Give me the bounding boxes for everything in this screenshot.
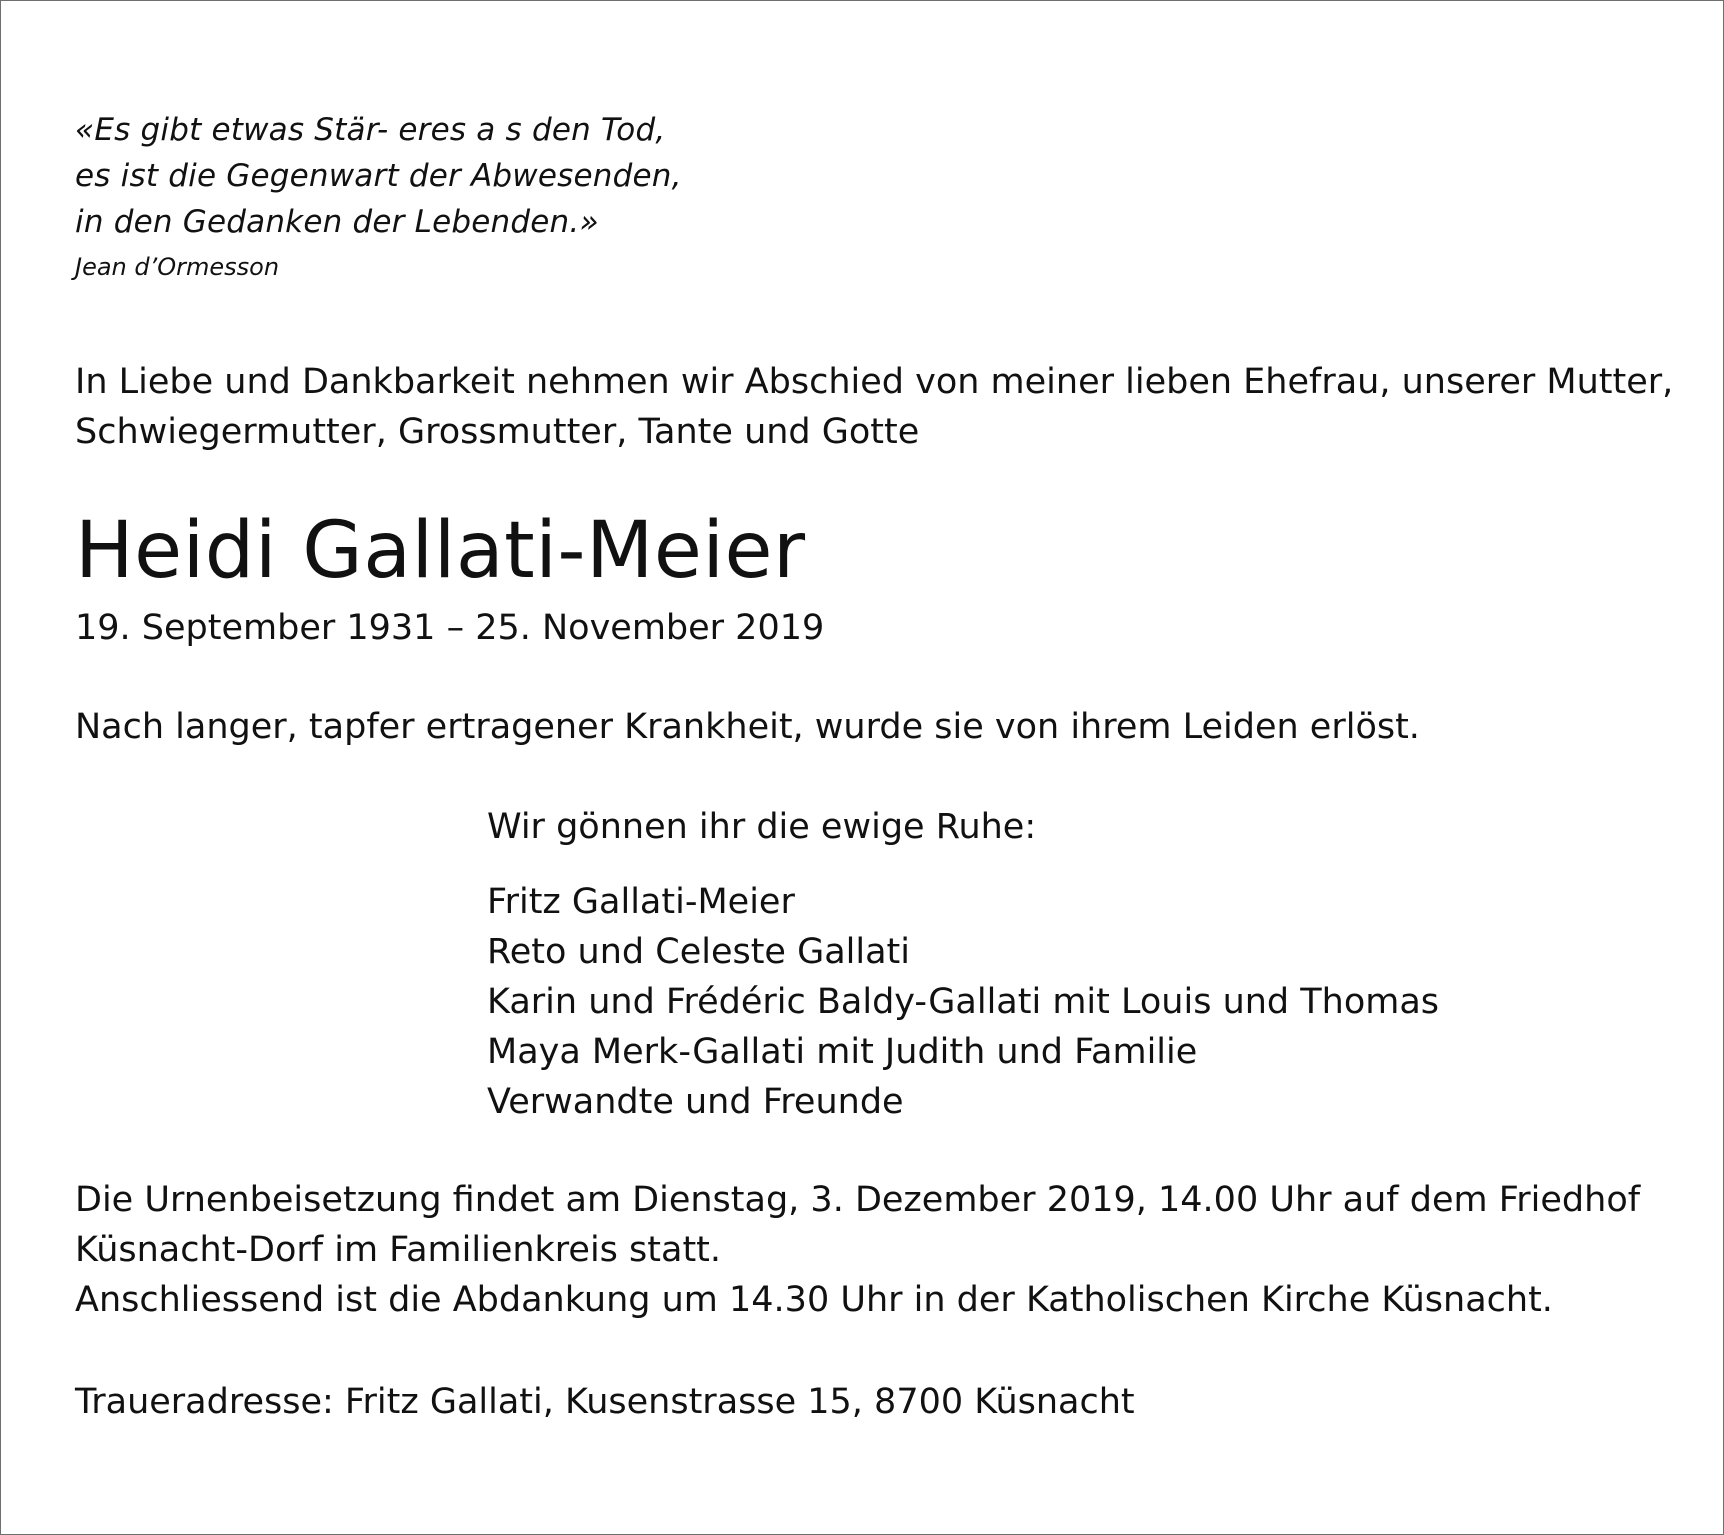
mourner-name: Maya Merk-Gallati mit Judith und Familie [487,1032,1198,1072]
illness-text: Nach langer, tapfer ertragener Krankheit, wurde sie von ihrem Leiden erlöst. [75,707,1420,747]
ceremony-line: Die Urnenbeisetzung findet am Dienstag, 3. Dezember 2019, 14.00 Uhr auf dem Friedhof [75,1180,1641,1220]
mourners-heading: Wir gönnen ihr die ewige Ruhe: [487,807,1037,847]
ceremony-line: Küsnacht-Dorf im Familienkreis statt. [75,1230,722,1270]
deceased-name: Heidi Gallati-Meier [75,506,806,596]
mourning-address: Traueradresse: Fritz Gallati, Kusenstrasse 15, 8700 Küsnacht [75,1382,1135,1422]
mourners-section [487,802,1439,1127]
intro-line: In Liebe und Dankbarkeit nehmen wir Abschied von meiner lieben Ehefrau, unserer Mutter, [75,362,1674,402]
intro-line: Schwiegermutter, Grossmutter, Tante und Gotte [75,412,920,452]
quote-author: Jean d’Ormesson [75,253,280,281]
life-dates: 19. September 1931 – 25. November 2019 [75,608,825,648]
mourner-name: Karin und Frédéric Baldy-Gallati mit Louis und Thomas [487,982,1440,1022]
ceremony-info [75,1175,1640,1325]
intro-text [75,357,1673,457]
quote-line: es ist die Gegenwart der Abwesenden, [75,158,682,194]
mourner-name: Reto und Celeste Gallati [487,932,911,972]
quote-line: «Es gibt etwas Stär- eres a s den Tod, [75,112,666,148]
quote-line: in den Gedanken der Lebenden.» [75,204,599,240]
mourner-name: Fritz Gallati-Meier [487,882,795,922]
ceremony-line: Anschliessend ist die Abdankung um 14.30 Uhr in der Katholischen Kirche Küsnacht. [75,1280,1553,1320]
mourner-name: Verwandte und Freunde [487,1082,904,1122]
quote [75,107,682,245]
